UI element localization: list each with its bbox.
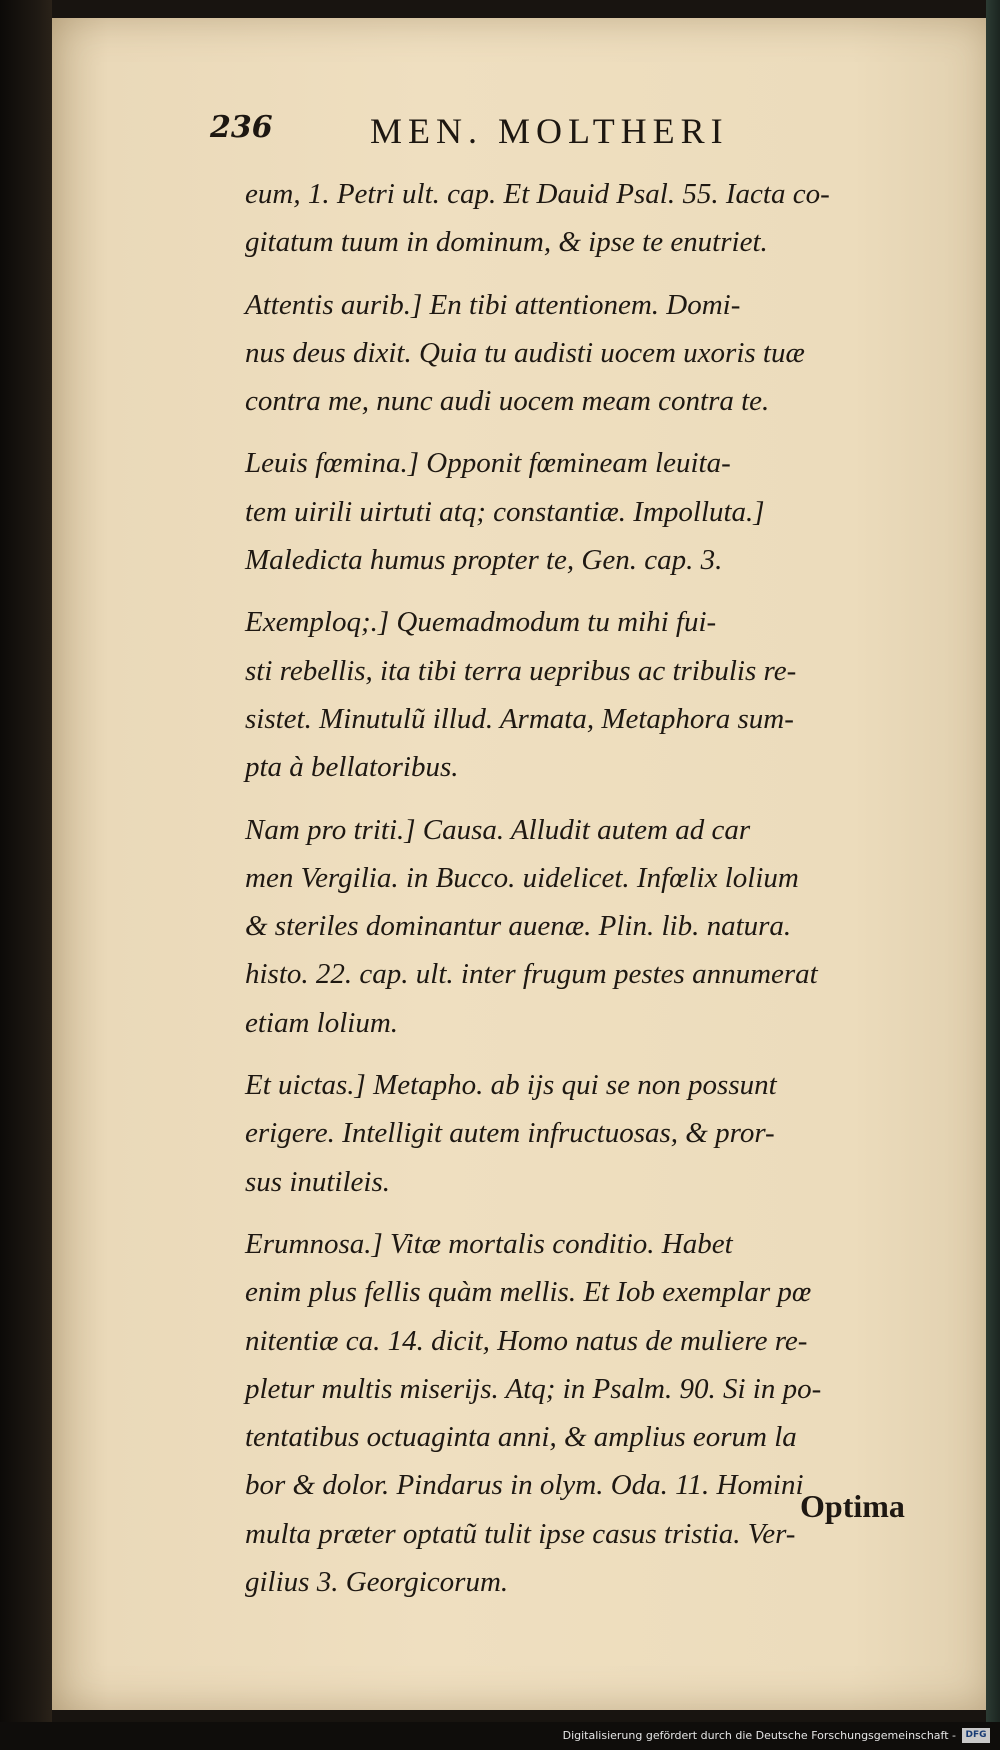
text-line: tentatibus octuaginta anni, & amplius eorum la	[245, 1421, 797, 1454]
text-line: Leuis fœmina.] Opponit fœmineam leuita-	[245, 447, 731, 480]
text-line: sistet. Minutulũ illud. Armata, Metaphora sum-	[245, 702, 794, 735]
funding-notice: Digitalisierung gefördert durch die Deutsche Forschungsgemeinschaft -	[562, 1729, 956, 1742]
text-line: Attentis aurib.] En tibi attentionem. Domi-	[245, 288, 741, 321]
book-cover-edge	[986, 0, 1000, 1750]
text-line: histo. 22. cap. ult. inter frugum pestes annumerat	[245, 958, 818, 991]
text-line: Exemploq;.] Quemadmodum tu mihi fui-	[245, 606, 717, 639]
text-line: contra me, nunc audi uocem meam contra te.	[245, 385, 770, 418]
text-line: Nam pro triti.] Causa. Alludit autem ad car	[245, 813, 751, 846]
dfg-logo-icon: DFG	[962, 1728, 990, 1743]
text-line: enim plus fellis quàm mellis. Et Iob exemplar pœ	[245, 1276, 812, 1309]
running-head: MEN. MOLTHERI	[370, 111, 729, 151]
text-line: gitatum tuum in dominum, & ipse te enutriet.	[245, 226, 768, 259]
paragraph	[245, 439, 895, 584]
text-line: erigere. Intelligit autem infructuosas, & pror-	[245, 1117, 775, 1150]
paragraph	[245, 806, 895, 1047]
text-line: & steriles dominantur auenæ. Plin. lib. natura.	[245, 910, 792, 943]
text-line: sti rebellis, ita tibi terra uepribus ac tribulis re-	[245, 654, 797, 687]
text-line: nus deus dixit. Quia tu audisti uocem uxoris tuæ	[245, 336, 805, 369]
text-line: etiam lolium.	[245, 1006, 399, 1039]
text-line: men Vergilia. in Bucco. uidelicet. Infœlix lolium	[245, 861, 799, 894]
text-line: Maledicta humus propter te, Gen. cap. 3.	[245, 544, 723, 577]
text-line: eum, 1. Petri ult. cap. Et Dauid Psal. 55. Iacta co-	[245, 178, 830, 210]
book-spine-shadow	[0, 0, 52, 1750]
text-line: pta à bellatoribus.	[245, 751, 459, 784]
paragraph	[245, 1061, 895, 1206]
text-line: gilius 3. Georgicorum.	[245, 1566, 509, 1599]
paragraph	[245, 281, 895, 426]
text-line: Et uictas.] Metapho. ab ijs qui se non possunt	[245, 1069, 777, 1102]
page-header	[210, 110, 830, 160]
paragraph	[245, 170, 895, 267]
text-line: bor & dolor. Pindarus in olym. Oda. 11. Homini	[245, 1469, 804, 1502]
page-number: 236	[210, 110, 273, 145]
text-line: nitentiæ ca. 14. dicit, Homo natus de muliere re-	[245, 1324, 808, 1357]
text-line: Erumnosa.] Vitæ mortalis conditio. Habet	[245, 1227, 733, 1260]
text-line: sus inutileis.	[245, 1165, 391, 1198]
text-line: multa præter optatũ tulit ipse casus tristia. Ver-	[245, 1517, 796, 1550]
footer-bar	[0, 1722, 1000, 1750]
text-line: tem uirili uirtuti atq; constantiæ. Impolluta.]	[245, 495, 765, 528]
catchword: Optima	[800, 1488, 905, 1524]
text-line: pletur multis miserijs. Atq; in Psalm. 90. Si in po-	[245, 1372, 822, 1405]
commentary-text	[245, 170, 895, 1606]
paragraph	[245, 1220, 895, 1606]
paragraph	[245, 598, 895, 791]
